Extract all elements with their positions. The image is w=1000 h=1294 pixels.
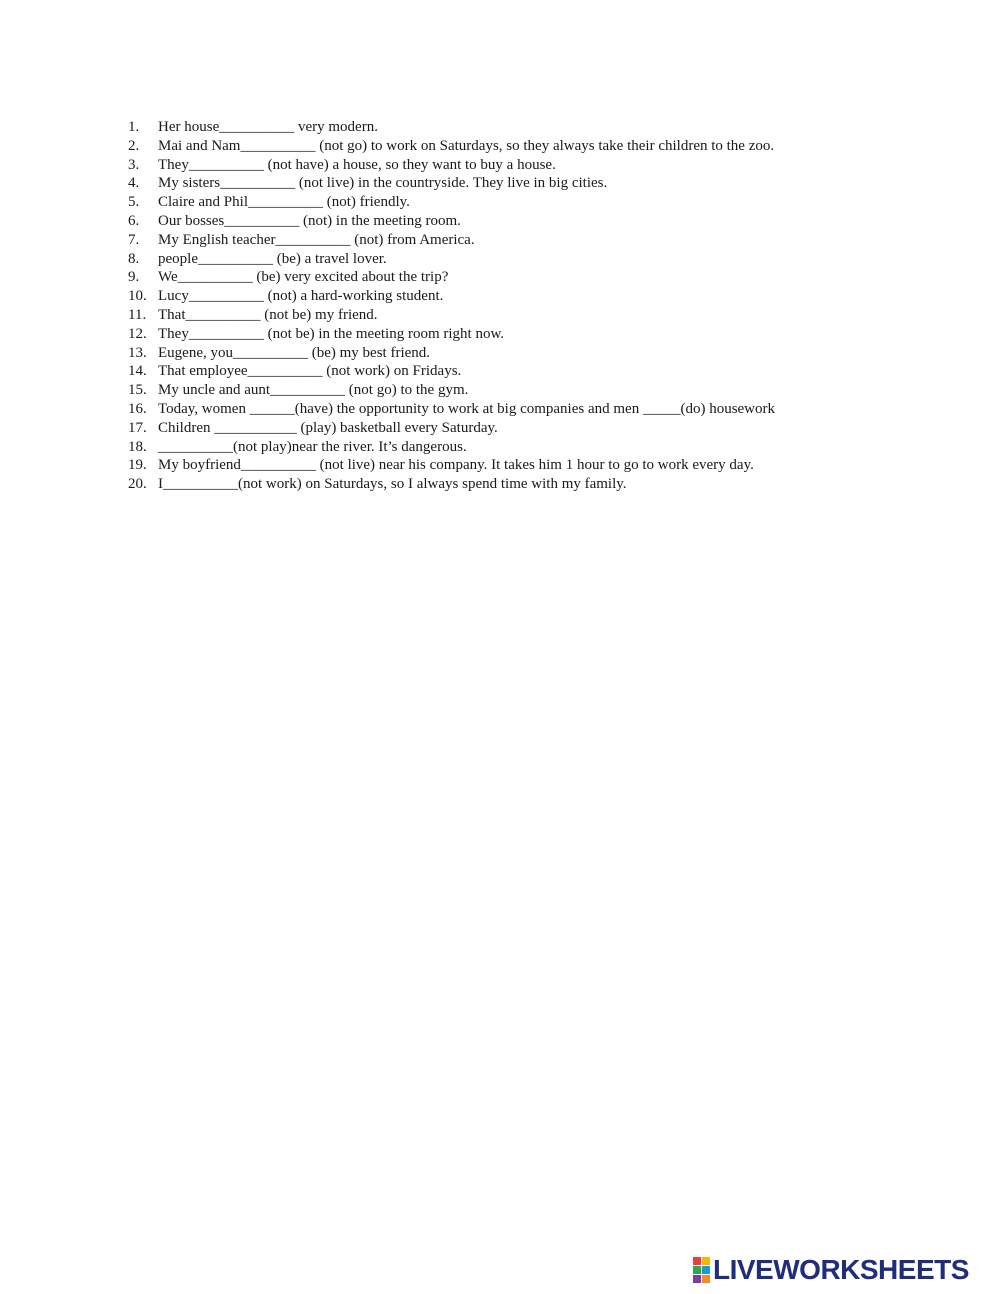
item-number: 4. (128, 175, 140, 192)
item-number: 15. (128, 382, 147, 399)
item-number: 3. (128, 156, 140, 173)
item-text: Lucy__________ (not) a hard-working student. (158, 288, 444, 305)
item-number: 17. (128, 419, 147, 436)
logo-tile (693, 1275, 701, 1283)
exercise-item-2 (128, 137, 968, 156)
logo-tile (702, 1266, 710, 1274)
item-text: Mai and Nam__________ (not go) to work on Saturdays, so they always take their children to the zoo. (158, 137, 775, 154)
exercise-item-5 (128, 193, 968, 212)
item-text: people__________ (be) a travel lover. (158, 250, 387, 267)
exercise-item-9 (128, 268, 968, 287)
item-text: Today, women ______(have) the opportunity to work at big companies and men _____(do) housework (158, 400, 776, 417)
item-text: My boyfriend__________ (not live) near his company. It takes him 1 hour to go to work every day. (158, 457, 754, 474)
exercise-item-20 (128, 475, 968, 494)
exercise-item-18 (128, 438, 968, 457)
item-text: They__________ (not be) in the meeting room right now. (158, 325, 505, 342)
exercise-item-4 (128, 174, 968, 193)
item-number: 8. (128, 250, 140, 267)
item-number: 11. (128, 306, 147, 323)
item-text: I__________(not work) on Saturdays, so I always spend time with my family. (158, 476, 627, 493)
item-text: Our bosses__________ (not) in the meeting room. (158, 212, 461, 229)
exercise-item-1 (128, 118, 968, 137)
exercise-item-10 (128, 287, 968, 306)
exercise-item-11 (128, 306, 968, 325)
item-number: 1. (128, 119, 140, 135)
logo-tile (693, 1266, 701, 1274)
item-text: __________(not play)near the river. It’s dangerous. (158, 438, 467, 455)
logo-mark-icon (693, 1257, 710, 1283)
item-number: 7. (128, 231, 140, 248)
exercise-item-15 (128, 381, 968, 400)
item-text: My sisters__________ (not live) in the countryside. They live in big cities. (158, 175, 608, 192)
logo-wordmark: LIVEWORKSHEETS (713, 1254, 969, 1285)
item-text: My uncle and aunt__________ (not go) to the gym. (158, 382, 469, 399)
item-number: 16. (128, 400, 147, 417)
liveworksheets-logo (693, 1256, 969, 1284)
logo-tile (693, 1257, 701, 1265)
exercise-item-14 (128, 362, 968, 381)
item-number: 2. (128, 137, 140, 154)
item-number: 19. (128, 457, 147, 474)
item-number: 20. (128, 476, 147, 493)
exercise-item-12 (128, 325, 968, 344)
item-number: 10. (128, 288, 147, 305)
item-text: Children ___________ (play) basketball every Saturday. (158, 419, 498, 436)
logo-tile (702, 1275, 710, 1283)
exercise-item-6 (128, 212, 968, 231)
logo-tile (702, 1257, 710, 1265)
item-number: 12. (128, 325, 147, 342)
exercise-item-3 (128, 156, 968, 175)
item-text: Eugene, you__________ (be) my best friend. (158, 344, 431, 361)
item-text: They__________ (not have) a house, so they want to buy a house. (158, 156, 556, 173)
exercise-item-8 (128, 250, 968, 269)
item-number: 6. (128, 212, 140, 229)
item-text: We__________ (be) very excited about the trip? (158, 269, 449, 286)
exercise-item-17 (128, 419, 968, 438)
item-text: That__________ (not be) my friend. (158, 306, 378, 323)
item-number: 9. (128, 269, 140, 286)
item-number: 13. (128, 344, 147, 361)
item-text: That employee__________ (not work) on Fridays. (158, 363, 462, 380)
exercise-item-16 (128, 400, 968, 419)
exercise-list (128, 118, 968, 494)
exercise-item-13 (128, 344, 968, 363)
item-number: 18. (128, 438, 147, 455)
item-number: 14. (128, 363, 147, 380)
item-text: My English teacher__________ (not) from America. (158, 231, 475, 248)
exercise-item-7 (128, 231, 968, 250)
item-text: Claire and Phil__________ (not) friendly. (158, 194, 410, 211)
item-number: 5. (128, 194, 140, 211)
item-text: Her house__________ very modern. (158, 119, 378, 135)
exercise-item-19 (128, 456, 968, 475)
